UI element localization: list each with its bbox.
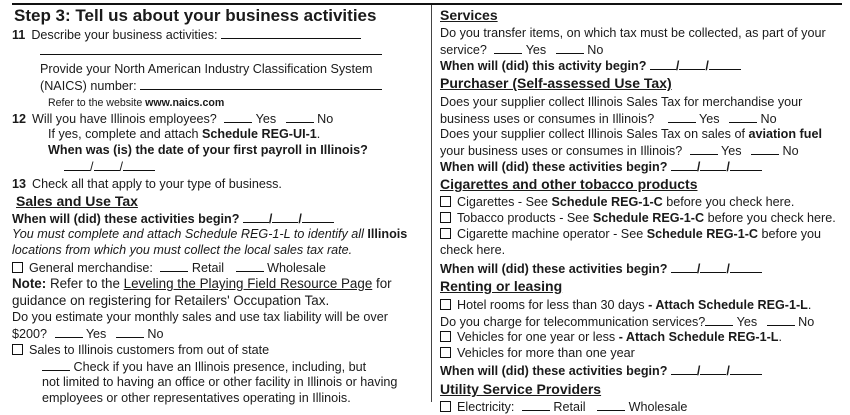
- q12-number: 12: [12, 112, 27, 126]
- sales-must-line1: [12, 227, 407, 242]
- naics-url: www.naics.com: [145, 97, 225, 109]
- date-sep: /: [696, 364, 701, 378]
- q13-row: [12, 177, 282, 192]
- leveling-field-link[interactable]: Leveling the Playing Field Resource Page: [123, 276, 373, 291]
- hotel-rooms-row: [440, 298, 811, 313]
- tobacco-text: Tobacco products - See: [457, 211, 593, 225]
- estimate-line1: Do you estimate your monthly sales and use tax liability will be over: [12, 310, 388, 324]
- note-line1: [12, 276, 392, 291]
- note-label: Note:: [12, 276, 47, 291]
- utility-heading: Utility Service Providers: [440, 381, 602, 397]
- services-yes-label: Yes: [525, 43, 547, 57]
- telecom-no-field[interactable]: [767, 314, 795, 326]
- wholesale-field[interactable]: [236, 260, 264, 272]
- cig-year-field[interactable]: [730, 261, 762, 273]
- services-q2-label: service?: [440, 43, 487, 57]
- naics-reference: [48, 96, 224, 111]
- cigarettes-heading: Cigarettes and other tobacco products: [440, 176, 698, 192]
- date-sep: /: [675, 59, 680, 73]
- q11-line2: [40, 43, 382, 59]
- column-divider: [431, 5, 432, 402]
- naics-label: (NAICS) number:: [40, 79, 137, 93]
- payroll-year-field[interactable]: [123, 159, 155, 171]
- sales-year-field[interactable]: [302, 211, 334, 223]
- vehicles-short-checkbox[interactable]: [440, 331, 451, 342]
- attach-reg-1-l: - Attach Schedule REG-1-L: [648, 298, 808, 312]
- cigarettes-post: before you check here.: [662, 195, 795, 209]
- date-sep: /: [726, 160, 730, 174]
- date-sep: /: [696, 160, 701, 174]
- services-no-label: No: [587, 43, 604, 57]
- purchaser-heading: Purchaser (Self-assessed Use Tax): [440, 75, 672, 91]
- electricity-wholesale-field[interactable]: [597, 399, 625, 411]
- cig-day-field[interactable]: [700, 261, 726, 273]
- cigarettes-row: [440, 195, 794, 210]
- payroll-date-row: [64, 159, 155, 175]
- estimate-row: [12, 326, 163, 342]
- machine-operator-text: Cigarette machine operator - See: [457, 227, 647, 241]
- telecom-yes-label: Yes: [736, 315, 758, 329]
- purchaser-q2b-row: [440, 143, 799, 159]
- schedule-reg-1-c: Schedule REG-1-C: [646, 227, 758, 241]
- electricity-retail-label: Retail: [553, 400, 586, 414]
- q11-label: Describe your business activities:: [31, 28, 218, 42]
- purchaser-when-row: [440, 159, 762, 175]
- machine-operator-checkbox[interactable]: [440, 228, 451, 239]
- out-of-state-checkbox[interactable]: [12, 344, 23, 355]
- date-sep: /: [268, 212, 273, 226]
- presence-line2: not limited to having an office or other facility in Illinois or having: [42, 375, 398, 389]
- purchaser1-no-label: No: [760, 112, 777, 126]
- cig-when-row: [440, 261, 762, 277]
- services-no-field[interactable]: [556, 42, 584, 54]
- vehicles-long-row: [440, 346, 635, 361]
- attach-reg-1-l: - Attach Schedule REG-1-L: [618, 330, 779, 344]
- machine-operator-line2: check here.: [440, 243, 506, 257]
- note-line2: guidance on registering for Retailers' Occupation Tax.: [12, 293, 330, 308]
- telecom-yes-field[interactable]: [705, 314, 733, 326]
- machine-operator-post: before you: [757, 227, 821, 241]
- purchaser-when-label: When will (did) these activities begin?: [440, 160, 668, 174]
- services-yes-field[interactable]: [494, 42, 522, 54]
- estimate-amount: $200?: [12, 327, 48, 341]
- presence-field[interactable]: [42, 359, 70, 371]
- naics-ref-prefix: Refer to the website: [48, 97, 146, 109]
- vehicles-long-text: Vehicles for more than one year: [457, 346, 635, 360]
- services-q1: Do you transfer items, on which tax must be collected, as part of your: [440, 26, 826, 40]
- cigarettes-text: Cigarettes - See: [457, 195, 552, 209]
- general-merch-row: [12, 260, 326, 276]
- presence-label: Check if you have an Illinois presence, including, but: [73, 360, 367, 374]
- purchaser-q2b-label: your business uses or consumes in Illinois?: [440, 144, 683, 158]
- purchaser2-yes-label: Yes: [720, 144, 742, 158]
- renting-heading: Renting or leasing: [440, 278, 563, 294]
- note-text: Refer to the: [46, 276, 124, 291]
- date-sep: /: [726, 364, 730, 378]
- purchaser1-yes-field[interactable]: [668, 111, 696, 123]
- naics-number-field[interactable]: [140, 78, 382, 90]
- purchaser-q2a: [440, 127, 822, 142]
- presence-row: [42, 359, 366, 375]
- q12-row: [12, 111, 333, 127]
- schedule-reg-1-c: Schedule REG-1-C: [551, 195, 663, 209]
- wholesale-label: Wholesale: [267, 261, 326, 275]
- telecom-label: Do you charge for telecommunication services?: [440, 315, 706, 329]
- out-of-state-row: [12, 343, 269, 358]
- purchaser-q1b-label: business uses or consumes in Illinois?: [440, 112, 655, 126]
- estimate-yes-label: Yes: [85, 327, 107, 341]
- purchaser2-no-field[interactable]: [751, 143, 779, 155]
- date-sep: /: [696, 262, 701, 276]
- schedule-reg-1-c: Schedule REG-1-C: [592, 211, 705, 225]
- date-sep: /: [298, 212, 302, 226]
- purchaser-q1a: Does your supplier collect Illinois Sales Tax for merchandise your: [440, 95, 803, 109]
- vehicles-short-text: Vehicles for one year or less: [457, 330, 619, 344]
- renting-month-field[interactable]: [671, 363, 697, 375]
- payroll-month-field[interactable]: [64, 159, 90, 171]
- sales-must-illinois: Illinois: [367, 227, 408, 241]
- general-merch-checkbox[interactable]: [12, 262, 23, 273]
- sales-when-row: [12, 211, 334, 227]
- renting-when-label: When will (did) these activities begin?: [440, 364, 668, 378]
- naics-row: [40, 78, 382, 94]
- vehicles-short-row: [440, 330, 782, 345]
- sales-use-tax-heading: Sales and Use Tax: [16, 193, 138, 209]
- business-activities-field[interactable]: [221, 27, 361, 39]
- q12-no-label: No: [317, 112, 334, 126]
- schedule-reg-ui-1: Schedule REG-UI-1: [202, 127, 317, 141]
- tobacco-row: [440, 211, 836, 226]
- hotel-rooms-text: Hotel rooms for less than 30 days: [457, 298, 649, 312]
- general-merch-label: General merchandise:: [29, 261, 153, 275]
- services-month-field[interactable]: [650, 58, 676, 70]
- q12-yes-field[interactable]: [224, 111, 252, 123]
- q13-label: Check all that apply to your type of business.: [32, 177, 282, 191]
- renting-year-field[interactable]: [730, 363, 762, 375]
- purchaser1-yes-label: Yes: [698, 112, 720, 126]
- cig-month-field[interactable]: [671, 261, 697, 273]
- q12-no-field[interactable]: [286, 111, 314, 123]
- purchaser-q1b-row: [440, 111, 777, 127]
- sales-when-label: When will (did) these activities begin?: [12, 212, 240, 226]
- electricity-retail-field[interactable]: [522, 399, 550, 411]
- purchaser-day-field[interactable]: [700, 159, 726, 171]
- retail-label: Retail: [191, 261, 225, 275]
- renting-when-row: [440, 363, 762, 379]
- services-year-field[interactable]: [709, 58, 741, 70]
- q12-payroll-question: When was (is) the date of your first payroll in Illinois?: [48, 143, 368, 157]
- date-sep: /: [705, 59, 709, 73]
- services-q2-row: [440, 42, 603, 58]
- cig-when-label: When will (did) these activities begin?: [440, 262, 668, 276]
- date-sep: /: [119, 160, 123, 174]
- estimate-no-field[interactable]: [116, 326, 144, 338]
- q11-number: 11: [12, 28, 26, 42]
- services-day-field[interactable]: [679, 58, 705, 70]
- purchaser2-yes-field[interactable]: [690, 143, 718, 155]
- services-heading: Services: [440, 7, 498, 23]
- q13-number: 13: [12, 177, 27, 191]
- q12-yes-label: Yes: [255, 112, 277, 126]
- q12-if-yes: [48, 127, 320, 142]
- payroll-day-field[interactable]: [94, 159, 120, 171]
- top-rule: [12, 3, 842, 5]
- business-activities-field-2[interactable]: [40, 43, 382, 55]
- sales-must-text: You must complete and attach Schedule REG-1-L to identify all: [12, 227, 368, 241]
- purchaser1-no-field[interactable]: [729, 111, 757, 123]
- sales-day-field[interactable]: [272, 211, 298, 223]
- electricity-label: Electricity:: [457, 400, 515, 414]
- date-sep: /: [726, 262, 730, 276]
- services-when-label: When will (did) this activity begin?: [440, 59, 647, 73]
- estimate-yes-field[interactable]: [55, 326, 83, 338]
- telecom-row: [440, 314, 814, 330]
- aviation-fuel-text: aviation fuel: [748, 127, 822, 141]
- hotel-rooms-checkbox[interactable]: [440, 299, 451, 310]
- tobacco-post: before you check here.: [704, 211, 836, 225]
- sales-must-line2: locations from which you must collect the local sales tax rate.: [12, 243, 353, 257]
- step-title: Step 3: Tell us about your business activities: [14, 6, 377, 25]
- hotel-rooms-post: .: [807, 298, 812, 312]
- presence-line3: employees or other representatives operating in Illinois.: [42, 391, 351, 405]
- naics-line1: Provide your North American Industry Classification System: [40, 62, 373, 76]
- cigarettes-checkbox[interactable]: [440, 196, 451, 207]
- tobacco-checkbox[interactable]: [440, 212, 451, 223]
- vehicles-long-checkbox[interactable]: [440, 347, 451, 358]
- services-when-row: [440, 58, 741, 74]
- sales-month-field[interactable]: [243, 211, 269, 223]
- q12-label: Will you have Illinois employees?: [32, 112, 217, 126]
- purchaser-month-field[interactable]: [671, 159, 697, 171]
- machine-operator-row: [440, 227, 821, 242]
- out-of-state-label: Sales to Illinois customers from out of state: [29, 343, 270, 357]
- telecom-no-label: No: [798, 315, 815, 329]
- electricity-row: [440, 399, 687, 415]
- q11-row: [12, 27, 361, 43]
- renting-day-field[interactable]: [700, 363, 726, 375]
- date-sep: /: [90, 160, 94, 174]
- purchaser-q2a-text: Does your supplier collect Illinois Sales Tax on sales of: [440, 127, 749, 141]
- purchaser-year-field[interactable]: [730, 159, 762, 171]
- electricity-wholesale-label: Wholesale: [628, 400, 688, 414]
- q12-if-text: If yes, complete and attach: [48, 127, 203, 141]
- q12-period: .: [316, 127, 321, 141]
- note-end: for: [372, 276, 392, 291]
- electricity-checkbox[interactable]: [440, 401, 451, 412]
- purchaser2-no-label: No: [782, 144, 799, 158]
- retail-field[interactable]: [160, 260, 188, 272]
- vehicles-short-post: .: [778, 330, 782, 344]
- estimate-no-label: No: [147, 327, 164, 341]
